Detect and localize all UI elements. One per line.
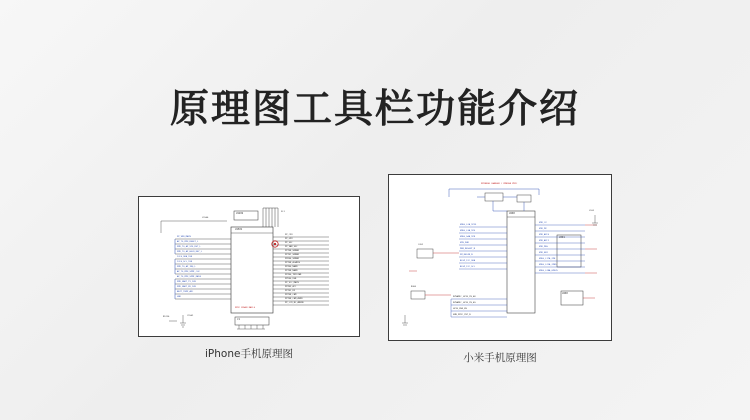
net-label: VREG_L17A_2P8: [539, 257, 556, 260]
net-label: VDD_EBI: [539, 251, 548, 254]
signal-label: GPIO_PWR_EN: [453, 307, 467, 310]
net-label: PP1V8_CAM_AVDD: [285, 297, 303, 300]
net-label: PP0V6_SDRAM: [285, 257, 299, 260]
net-label: PP_SOC: [285, 241, 293, 244]
net-label: PP_VAR_SOC: [285, 245, 298, 248]
net-label: VDD_APC0: [539, 233, 550, 236]
net-label: PP3V0_TRISTAR: [285, 273, 302, 276]
net-label: PP_VCC_MAIN: [285, 281, 299, 284]
component-ref: C1501: [187, 315, 194, 317]
net-label: VREG_L28A_0P925: [539, 269, 558, 272]
component-ref: U400: [562, 291, 568, 295]
net-label: AP_TO_PMU_SPMI_DATA: [177, 275, 201, 278]
figure-caption-xiaomi: 小米手机原理图: [463, 352, 537, 364]
net-label: PMU_UART_RX_1V8: [177, 285, 196, 288]
net-label: PMU_UART_TX_1V8: [177, 280, 196, 283]
net-label: PM_RESIN_N: [460, 253, 473, 256]
component-ref: FL1: [281, 211, 285, 213]
net-label: I2C0_SDA_1V8: [177, 255, 193, 258]
net-label: GND: [177, 295, 181, 298]
component-ref: U1202: [236, 211, 244, 215]
net-label: VREG_L3A_1P0: [460, 229, 476, 232]
component-ref: R305: [411, 286, 417, 288]
net-label: VDD_MX: [539, 227, 547, 230]
net-label: VDD_APC1: [539, 239, 550, 242]
net-label: PMU_TO_AP_SYS_RST_L: [177, 245, 201, 248]
net-label: PP1V8_SDRAM: [285, 249, 299, 252]
net-label: I2C0_SCL_1V8: [177, 260, 193, 263]
xiaomi-schematic-drawing: [389, 175, 611, 340]
iphone-schematic-drawing: [139, 197, 359, 336]
figure-xiaomi-schematic: [388, 174, 612, 365]
net-label: VREG_L22A_2P85: [539, 263, 557, 266]
component-ref: J1: [237, 317, 240, 321]
component-ref: C201: [418, 244, 424, 246]
signal-label: SMB_PMIC_INT_N: [453, 313, 471, 316]
net-label: BLSP_I2C_SDA: [460, 259, 476, 262]
net-label: VREG_S4A_1P8: [460, 235, 476, 238]
net-label: MSM_RESOUT_N: [460, 247, 476, 250]
net-label: PMU_TO_AP_IRQ_L: [177, 265, 196, 268]
component-ref: U301: [559, 235, 565, 239]
net-label: PP_GPU: [285, 237, 293, 240]
net-label: BLSP_I2C_SCL: [460, 265, 476, 268]
net-label: PP1V8_NAND: [285, 269, 298, 272]
page-title: 原理图工具栏功能介绍: [169, 87, 580, 132]
iphone-schematic-frame: [138, 196, 360, 337]
net-label: AP_TO_PMU_RESET_L: [177, 240, 199, 243]
component-ref: U1501: [235, 227, 243, 231]
figure-iphone-schematic: [138, 196, 360, 361]
net-label: PP3V0_NAND: [285, 265, 298, 268]
net-label: PP2V8_CAM: [285, 293, 297, 296]
net-label: AP_TO_PMU_SPMI_CLK: [177, 270, 200, 273]
net-label: PP_LCD_BL_ANODE: [285, 301, 304, 304]
net-label: PP_CPU: [285, 233, 293, 236]
net-label: VDD_MSS: [539, 245, 548, 248]
net-label: PP_VDD_MAIN: [177, 235, 191, 238]
net-label: PP1V8_ALWAYS: [285, 261, 301, 264]
net-label: PP5V0_USB: [285, 277, 297, 280]
component-ref: L1500: [202, 217, 209, 219]
net-label: BATT_TEMP_ADC: [177, 290, 194, 293]
xiaomi-schematic-frame: [388, 174, 612, 341]
net-label: VPH_PWR: [460, 241, 469, 244]
net-label: PP1V1_SDRAM: [285, 253, 299, 256]
schematic-note: PMI8998 CHARGER / PM8998 PMIC: [481, 183, 518, 185]
net-label: VDD_CX: [539, 221, 547, 224]
component-ref: L102: [589, 210, 595, 212]
net-label: VREG_L2A_1P25: [460, 223, 477, 226]
signal-label: DYNAMIC_GPIO_IN_48: [453, 295, 476, 298]
net-label: PMU_TO_AP_HOLD_KEY_L: [177, 250, 203, 253]
schematic-note: PMIC POWER RAILS: [235, 307, 256, 309]
net-label: PP1V2_RF: [285, 289, 296, 292]
component-ref: R1220: [163, 316, 170, 318]
component-ref: U200: [509, 211, 515, 215]
figure-caption-iphone: iPhone手机原理图: [205, 348, 293, 360]
net-label: PP3V3_ACC: [285, 285, 297, 288]
signal-label: DYNAMIC_GPIO_IN_49: [453, 301, 476, 304]
